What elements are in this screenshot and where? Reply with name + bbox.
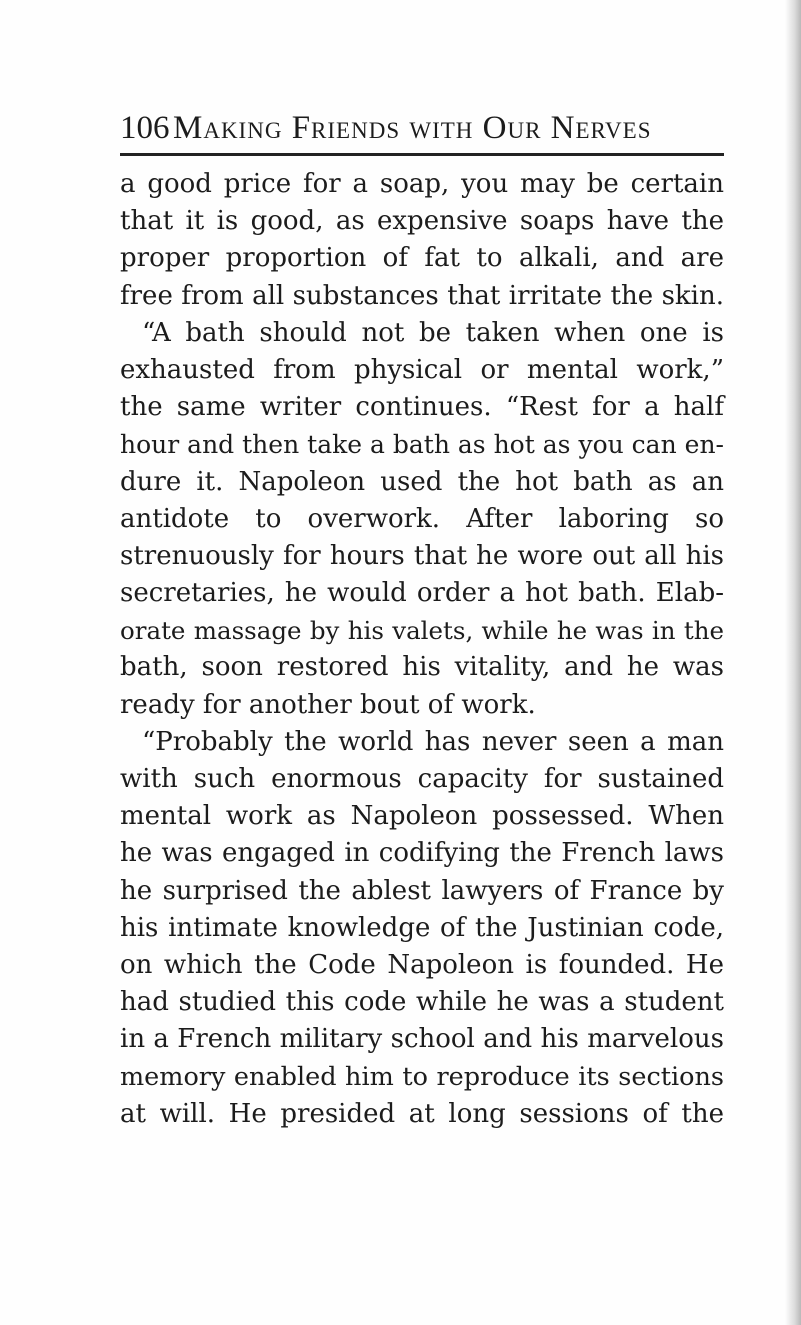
text-line: antidote to overwork. After laboring so xyxy=(120,503,724,534)
text-line: proper proportion of fat to alkali, and are xyxy=(120,243,724,274)
text-line: a good price for a soap, you may be certain xyxy=(120,169,724,199)
text-line: in a French military school and his marvelous xyxy=(120,1024,724,1055)
text-line: his intimate knowledge of the Justinian code, xyxy=(120,912,724,943)
text-line: with such enormous capacity for sustained xyxy=(120,764,724,794)
body-text xyxy=(120,166,740,1133)
text-line: hour and then take a bath as hot as you can en- xyxy=(120,430,724,460)
text-line: bath, soon restored his vitality, and he was xyxy=(120,652,724,683)
running-header xyxy=(120,108,724,152)
text-line: ready for another bout of work. xyxy=(120,689,536,720)
text-line: that it is good, as expensive soaps have the xyxy=(120,206,724,237)
text-line: “Probably the world has never seen a man xyxy=(142,726,724,757)
text-line: had studied this code while he was a student xyxy=(120,987,724,1018)
header-rule xyxy=(120,153,724,156)
text-line: secretaries, he would order a hot bath. Elab- xyxy=(120,578,724,609)
text-line: orate massage by his valets, while he was in the xyxy=(120,616,724,646)
text-line: mental work as Napoleon possessed. When xyxy=(120,801,724,832)
text-line: free from all substances that irritate the skin. xyxy=(120,280,724,311)
text-line: “A bath should not be taken when one is xyxy=(142,317,724,348)
text-line: he was engaged in codifying the French laws xyxy=(120,838,724,869)
text-line: on which the Code Napoleon is founded. He xyxy=(120,949,724,980)
text-line: he surprised the ablest lawyers of France by xyxy=(120,875,724,906)
text-line: the same writer continues. “Rest for a half xyxy=(120,392,724,423)
text-line: strenuously for hours that he wore out all his xyxy=(120,540,724,571)
page-number: 106 xyxy=(120,110,170,146)
text-line: memory enabled him to reproduce its sections xyxy=(120,1061,724,1092)
page-edge-shadow xyxy=(785,0,801,1325)
text-line: at will. He presided at long sessions of the xyxy=(120,1098,724,1129)
text-line: dure it. Napoleon used the hot bath as an xyxy=(120,466,724,497)
text-line: exhausted from physical or mental work,” xyxy=(120,354,724,385)
running-title: Making Friends with Our Nerves xyxy=(173,110,652,146)
